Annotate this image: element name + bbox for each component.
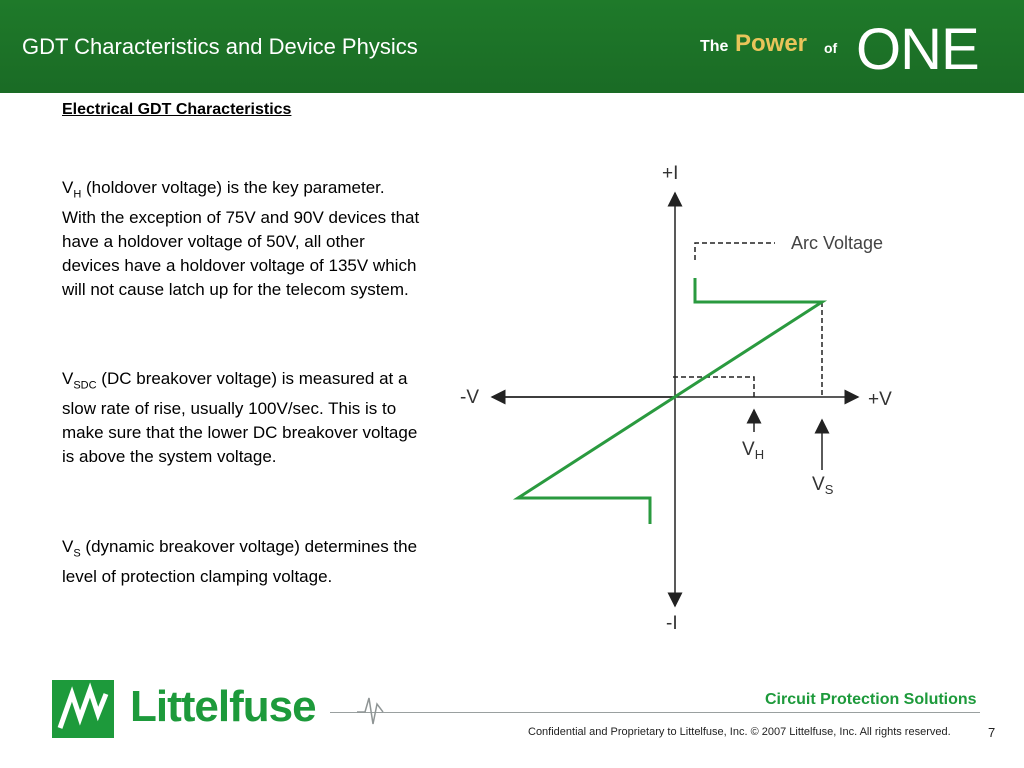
vh-guide xyxy=(673,377,754,397)
vh-label-sym: V xyxy=(742,439,755,460)
tagline-one: ONE xyxy=(856,17,979,82)
footer-divider xyxy=(330,712,980,713)
littelfuse-mark-icon xyxy=(52,680,114,738)
vsdc-text: (DC breakover voltage) is measured at a slow rate of rise, usually 100V/sec. This is to make sure that the lower DC breakover voltage is above the system voltage. xyxy=(62,369,418,467)
vsdc-symbol: V xyxy=(62,369,74,388)
vh-symbol: V xyxy=(62,178,74,197)
plus-i-label: +I xyxy=(662,163,679,184)
vh-text: (holdover voltage) is the key parameter. With the exception of 75V and 90V devices that have a holdover voltage of 50V, all other devices have a holdover voltage of 135V which will not cause latch up for the telecom system. xyxy=(62,178,420,300)
paragraph-vh xyxy=(62,176,422,302)
vs-label xyxy=(812,474,834,497)
vs-label-sym: V xyxy=(812,474,825,495)
gdt-iv-diagram xyxy=(440,150,920,640)
circuit-protection-tagline: Circuit Protection Solutions xyxy=(765,691,977,708)
header-bar xyxy=(0,0,1024,93)
vs-text: (dynamic breakover voltage) determines the level of protection clamping voltage. xyxy=(62,537,418,587)
arc-voltage-label: Arc Voltage xyxy=(791,233,884,253)
confidential-notice: Confidential and Proprietary to Littelfuse, Inc. © 2007 Littelfuse, Inc. All rights reserved. xyxy=(528,726,951,738)
vs-label-sub: S xyxy=(824,482,834,497)
slide-title: GDT Characteristics and Device Physics xyxy=(22,34,418,59)
littelfuse-wordmark: Littelfuse xyxy=(130,682,316,731)
vh-subscript: H xyxy=(73,188,82,201)
paragraph-vsdc xyxy=(62,367,422,469)
minus-i-label: -I xyxy=(666,613,678,634)
section-title: Electrical GDT Characteristics xyxy=(62,101,292,118)
vsdc-subscript: SDC xyxy=(73,379,97,392)
plus-v-label: +V xyxy=(868,389,892,410)
vh-label-sub: H xyxy=(754,447,765,462)
tagline-of: of xyxy=(824,40,838,56)
vs-symbol: V xyxy=(62,537,74,556)
arc-voltage-guide xyxy=(695,243,775,260)
minus-v-label: -V xyxy=(460,387,479,408)
tagline-power: Power xyxy=(735,30,808,57)
page-number: 7 xyxy=(988,725,996,740)
tagline-the: The xyxy=(700,38,729,55)
paragraph-vs xyxy=(62,535,422,589)
vs-subscript: S xyxy=(73,547,81,560)
gdt-characteristic-curve xyxy=(518,278,822,524)
vh-label xyxy=(742,439,764,462)
squiggle-icon xyxy=(355,694,385,728)
